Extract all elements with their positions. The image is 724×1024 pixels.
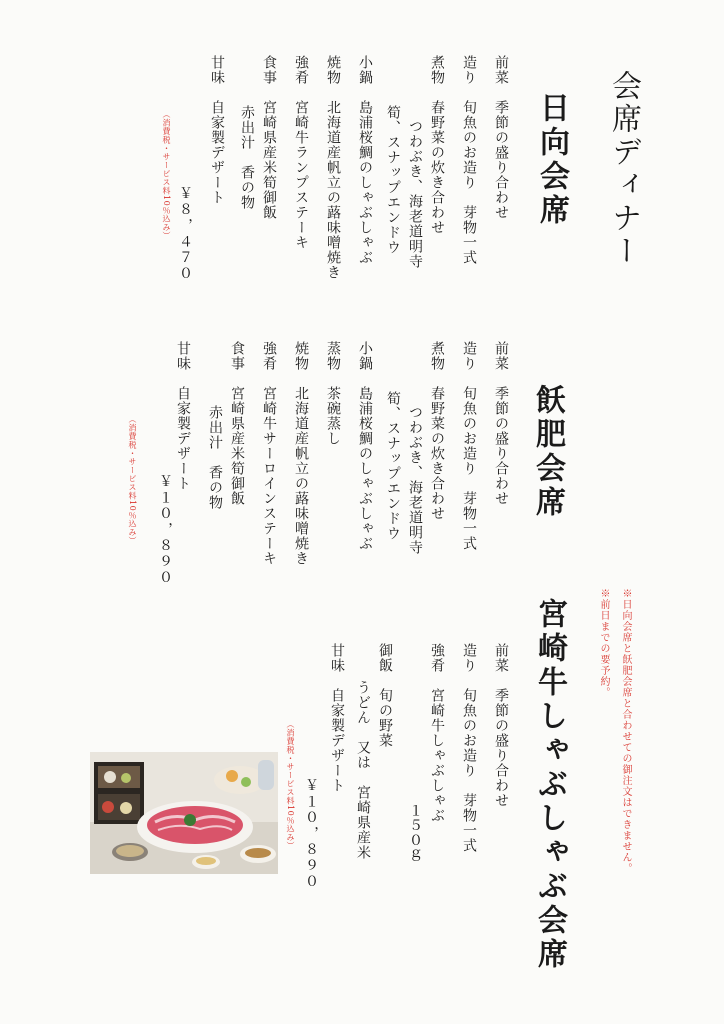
course-item: 自家製デザート: [329, 688, 345, 793]
course-item: 自家製デザート: [209, 100, 225, 205]
course-label: 甘味: [175, 341, 191, 371]
course-label: 強肴: [429, 643, 445, 673]
course-label: 小鍋: [357, 55, 373, 85]
course-label: 蒸物: [325, 341, 341, 371]
course-item: 旬の野菜: [377, 688, 393, 748]
shabu-course-1: [462, 643, 476, 853]
hyuga-course-3: [358, 55, 372, 265]
hyuga-title: 日向会席: [534, 92, 569, 228]
course-item: 旬魚のお造り 芽物一式: [461, 100, 477, 265]
course-label: 焼物: [325, 55, 341, 85]
obi-course-0: [494, 341, 508, 506]
course-item: 北海道産帆立の蕗味噌焼き: [325, 100, 341, 280]
course-item: 自家製デザート: [175, 386, 191, 491]
sliced-beef: [147, 806, 243, 844]
course-label: 前菜: [493, 341, 509, 371]
course-label: 前菜: [493, 643, 509, 673]
course-label: 前菜: [493, 55, 509, 85]
obi-course-4: [326, 341, 340, 446]
hyuga-course-0: [494, 55, 508, 220]
note-combination: ※日向会席と飫肥会席と合わせての御注文はできません。: [620, 588, 631, 874]
course-item: 島浦桜鯛のしゃぶしゃぶ: [357, 386, 373, 551]
course-label: 造り: [461, 55, 477, 85]
obi-course-5: [294, 341, 308, 566]
course-item: 宮崎県産米筍御飯: [261, 100, 277, 220]
course-label: 甘味: [329, 643, 345, 673]
page-title: 会席ディナー: [606, 70, 641, 268]
course-item: 旬魚のお造り 芽物一式: [461, 386, 477, 551]
hyuga-course-1: [462, 55, 476, 265]
hyuga-course-6-sub1: 赤出汁 香の物: [239, 105, 255, 210]
shabu-course-2: [430, 643, 444, 823]
course-label: 食事: [229, 341, 245, 371]
shabu-course-3: [378, 643, 392, 748]
course-label: 煮物: [429, 341, 445, 371]
obi-course-1: [462, 341, 476, 551]
course-item: 春野菜の炊き合わせ: [429, 386, 445, 521]
hyuga-course-7: [210, 55, 224, 205]
course-item: 茶碗蒸し: [325, 386, 341, 446]
shabu-tax-note: （消費税・サービス料10％込み）: [286, 720, 295, 851]
course-item: 季節の盛り合わせ: [493, 100, 509, 220]
hyuga-course-2: [430, 55, 444, 235]
course-label: 造り: [461, 341, 477, 371]
obi-course-7-sub1: 赤出汁 香の物: [207, 405, 223, 510]
shabu-course-3-sub1: うどん 又は 宮崎県産米: [355, 680, 371, 860]
shabu-price: ￥１０，８９０: [303, 778, 319, 890]
course-label: 強肴: [293, 55, 309, 85]
obi-course-6: [262, 341, 276, 566]
obi-tax-note: （消費税・サービス料10％込み）: [128, 415, 137, 546]
course-label: 強肴: [261, 341, 277, 371]
obi-course-3: [358, 341, 372, 551]
hyuga-tax-note: （消費税・サービス料10％込み）: [162, 110, 171, 241]
course-item: 季節の盛り合わせ: [493, 386, 509, 506]
obi-title: 飫肥会席: [530, 384, 565, 520]
obi-course-7: [230, 341, 244, 506]
course-item: 季節の盛り合わせ: [493, 688, 509, 808]
course-item: 宮崎牛しゃぶしゃぶ: [429, 688, 445, 823]
teapot: [258, 760, 274, 790]
obi-course-8: [176, 341, 190, 491]
hyuga-course-2-sub1: つわぶき、海老道明寺: [407, 119, 423, 269]
course-item: 宮崎牛サーロインステーキ: [261, 386, 277, 566]
course-item: 北海道産帆立の蕗味噌焼き: [293, 386, 309, 566]
obi-course-2: [430, 341, 444, 521]
note-reservation: ※前日までの要予約。: [598, 588, 609, 698]
shabu-course-2-sub1: １５０ｇ: [407, 803, 423, 863]
course-item: 島浦桜鯛のしゃぶしゃぶ: [357, 100, 373, 265]
shabu-title: 宮崎牛しゃぶしゃぶ会席: [532, 598, 567, 972]
course-label: 造り: [461, 643, 477, 673]
course-label: 小鍋: [357, 341, 373, 371]
obi-course-2-sub2: 筍、スナップエンドウ: [385, 391, 401, 541]
course-item: 宮崎県産米筍御飯: [229, 386, 245, 506]
obi-course-2-sub1: つわぶき、海老道明寺: [407, 405, 423, 555]
food-photo: [90, 752, 278, 874]
course-label: 食事: [261, 55, 277, 85]
course-item: 宮崎牛ランプステーキ: [293, 100, 309, 250]
shabu-course-0: [494, 643, 508, 808]
course-item: 春野菜の炊き合わせ: [429, 100, 445, 235]
course-label: 御飯: [377, 643, 393, 673]
hyuga-price: ￥８，４７０: [177, 186, 193, 282]
course-label: 煮物: [429, 55, 445, 85]
obi-price: ￥１０，８９０: [157, 474, 173, 586]
hyuga-course-6: [262, 55, 276, 220]
shabu-course-4: [330, 643, 344, 793]
hyuga-course-4: [326, 55, 340, 280]
course-label: 甘味: [209, 55, 225, 85]
food-photo-illustration: [90, 752, 278, 874]
hyuga-course-5: [294, 55, 308, 250]
course-item: 旬魚のお造り 芽物一式: [461, 688, 477, 853]
course-label: 焼物: [293, 341, 309, 371]
hyuga-course-2-sub2: 筍、スナップエンドウ: [385, 105, 401, 255]
